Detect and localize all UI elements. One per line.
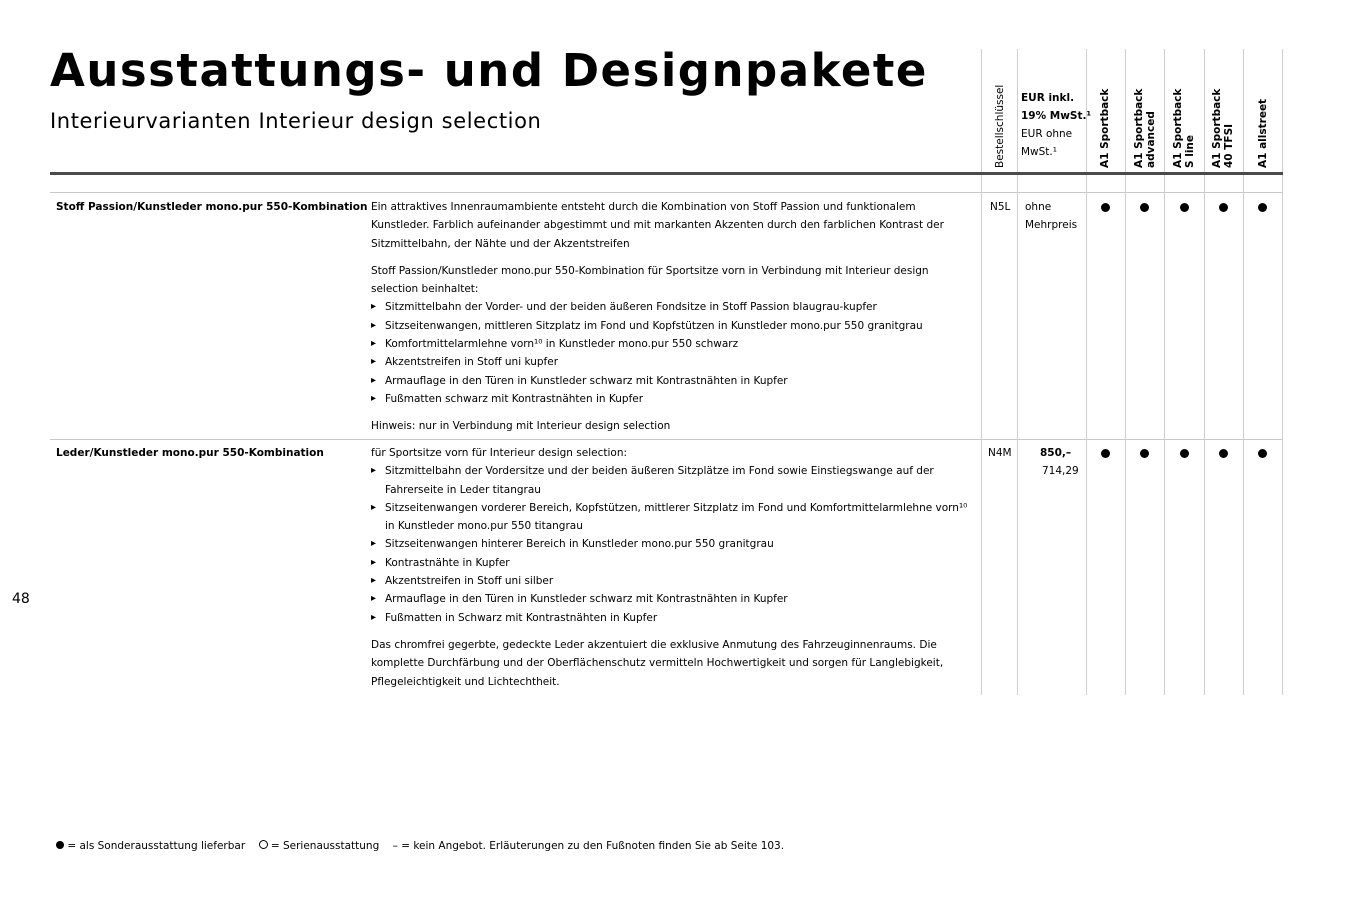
column-divider [1243,49,1244,695]
row-1-name: Stoff Passion/Kunstleder mono.pur 550-Kombination [56,201,368,213]
list-item: ▸ Komfortmittelarmlehne vorn¹⁰ in Kunstleder mono.pur 550 schwarz [371,335,976,353]
row-1-description [371,198,976,436]
model-header-a1-sportback-advanced: A1 Sportback advanced [1133,88,1157,168]
row-1-price-incl: ohne [1025,201,1052,213]
row-2-availability-a1-sportback [1101,449,1110,458]
header-rule [50,172,1283,175]
row-1-note: Hinweis: nur in Verbindung mit Interieur design selection [371,420,671,433]
model-header-a1-allstreet: A1 allstreet [1257,98,1269,168]
column-divider [1282,49,1283,695]
column-divider [981,49,982,695]
row-1-availability-a1-sportback-advanced [1140,203,1149,212]
list-item: ▸ Armauflage in den Türen in Kunstleder schwarz mit Kontrastnähten in Kupfer [371,590,976,608]
column-divider [1204,49,1205,695]
column-divider [1125,49,1126,695]
ring-icon [259,840,268,849]
row-2-availability-a1-sportback-40-tfsi [1219,449,1228,458]
model-header-a1-sportback-s-line: A1 Sportback S line [1172,88,1196,168]
list-item: ▸ Fußmatten in Schwarz mit Kontrastnähten in Kupfer [371,609,976,627]
row-2-price-incl: 850,– [1040,447,1072,459]
row-2-description [371,444,976,691]
row-2-availability-a1-allstreet [1258,449,1267,458]
page-subtitle: Interieurvarianten Interieur design selection [50,109,542,133]
price-column-header: EUR inkl. 19% MwSt.¹ EUR ohne MwSt.¹ [1021,92,1092,158]
header-rule-thin [50,192,1283,193]
column-divider [1164,49,1165,695]
list-item: ▸ Akzentstreifen in Stoff uni silber [371,572,976,590]
row-1-bullets [371,298,976,408]
row-2-code: N4M [988,447,1012,459]
legend-dot-text: = als Sonderausstattung lieferbar [67,840,246,852]
list-item: ▸ Kontrastnähte in Kupfer [371,554,976,572]
list-item: ▸ Akzentstreifen in Stoff uni kupfer [371,353,976,371]
legend [56,840,784,852]
row-1-availability-a1-allstreet [1258,203,1267,212]
legend-dash-text: – = kein Angebot. Erläuterungen zu den Fußnoten finden Sie ab Seite 103. [392,840,785,852]
row-1-price-excl: Mehrpreis [1025,219,1078,231]
row-1-code: N5L [990,201,1011,213]
list-item: ▸ Sitzseitenwangen, mittleren Sitzplatz im Fond und Kopfstützen in Kunstleder mono.pur 550 granitgrau [371,317,976,335]
row-1-availability-a1-sportback [1101,203,1110,212]
model-header-a1-sportback: A1 Sportback [1099,88,1111,168]
column-divider [1017,49,1018,695]
list-item: ▸ Sitzmittelbahn der Vorder- und der beiden äußeren Fondsitze in Stoff Passion blaugrau-kupfer [371,298,976,316]
list-item: ▸ Sitzmittelbahn der Vordersitze und der beiden äußeren Sitzplätze im Fond sowie Einstiegswange auf der Fahrerseite in Leder titangrau [371,462,976,499]
page-number: 48 [12,591,30,607]
list-item: ▸ Sitzseitenwangen hinterer Bereich in Kunstleder mono.pur 550 granitgrau [371,535,976,553]
row-1-intro: Ein attraktives Innenraumambiente entsteht durch die Kombination von Stoff Passion und funktionalem Kunstleder. Farblich aufeinander abgestimmt und mit markanten Akzenten durch den farblichen Kontrast der Sitzmittelbahn, der Nähte und der Akzentstreifen [371,201,944,250]
row-separator [50,439,1283,440]
row-2-outro: Das chromfrei gegerbte, gedeckte Leder akzentuiert die exklusive Anmutung des Fahrzeuginnenraums. Die komplette Durchfärbung und der Oberflächenschutz vermitteln Hochwertigkeit und sorgen für Langlebigkeit, Pflegeleichtigkeit und Lichtechtheit. [371,638,944,688]
legend-ring-text: = Serienausstattung [270,840,380,852]
row-1-availability-a1-sportback-s-line [1180,203,1189,212]
list-item: ▸ Sitzseitenwangen vorderer Bereich, Kopfstützen, mittlerer Sitzplatz im Fond und Komfortmittelarmlehne vorn¹⁰ in Kunstleder mono.pur 550 titangrau [371,499,976,536]
row-2-bullets [371,462,976,627]
model-header-a1-sportback-40-tfsi: A1 Sportback 40 TFSI [1211,88,1235,168]
page-title: Ausstattungs- und Designpakete [50,44,928,97]
row-2-lead: für Sportsitze vorn für Interieur design selection: [371,447,628,459]
list-item: ▸ Fußmatten schwarz mit Kontrastnähten in Kupfer [371,390,976,408]
list-item: ▸ Armauflage in den Türen in Kunstleder schwarz mit Kontrastnähten in Kupfer [371,372,976,390]
code-column-header: Bestellschlüssel [994,84,1006,168]
row-2-name: Leder/Kunstleder mono.pur 550-Kombination [56,447,324,459]
row-1-availability-a1-sportback-40-tfsi [1219,203,1228,212]
row-2-availability-a1-sportback-s-line [1180,449,1189,458]
row-2-price-excl: 714,29 [1042,465,1079,477]
filled-dot-icon [56,841,64,849]
row-2-availability-a1-sportback-advanced [1140,449,1149,458]
row-1-lead: Stoff Passion/Kunstleder mono.pur 550-Kombination für Sportsitze vorn in Verbindung mit Interieur design selection beinhaltet: [371,264,929,296]
